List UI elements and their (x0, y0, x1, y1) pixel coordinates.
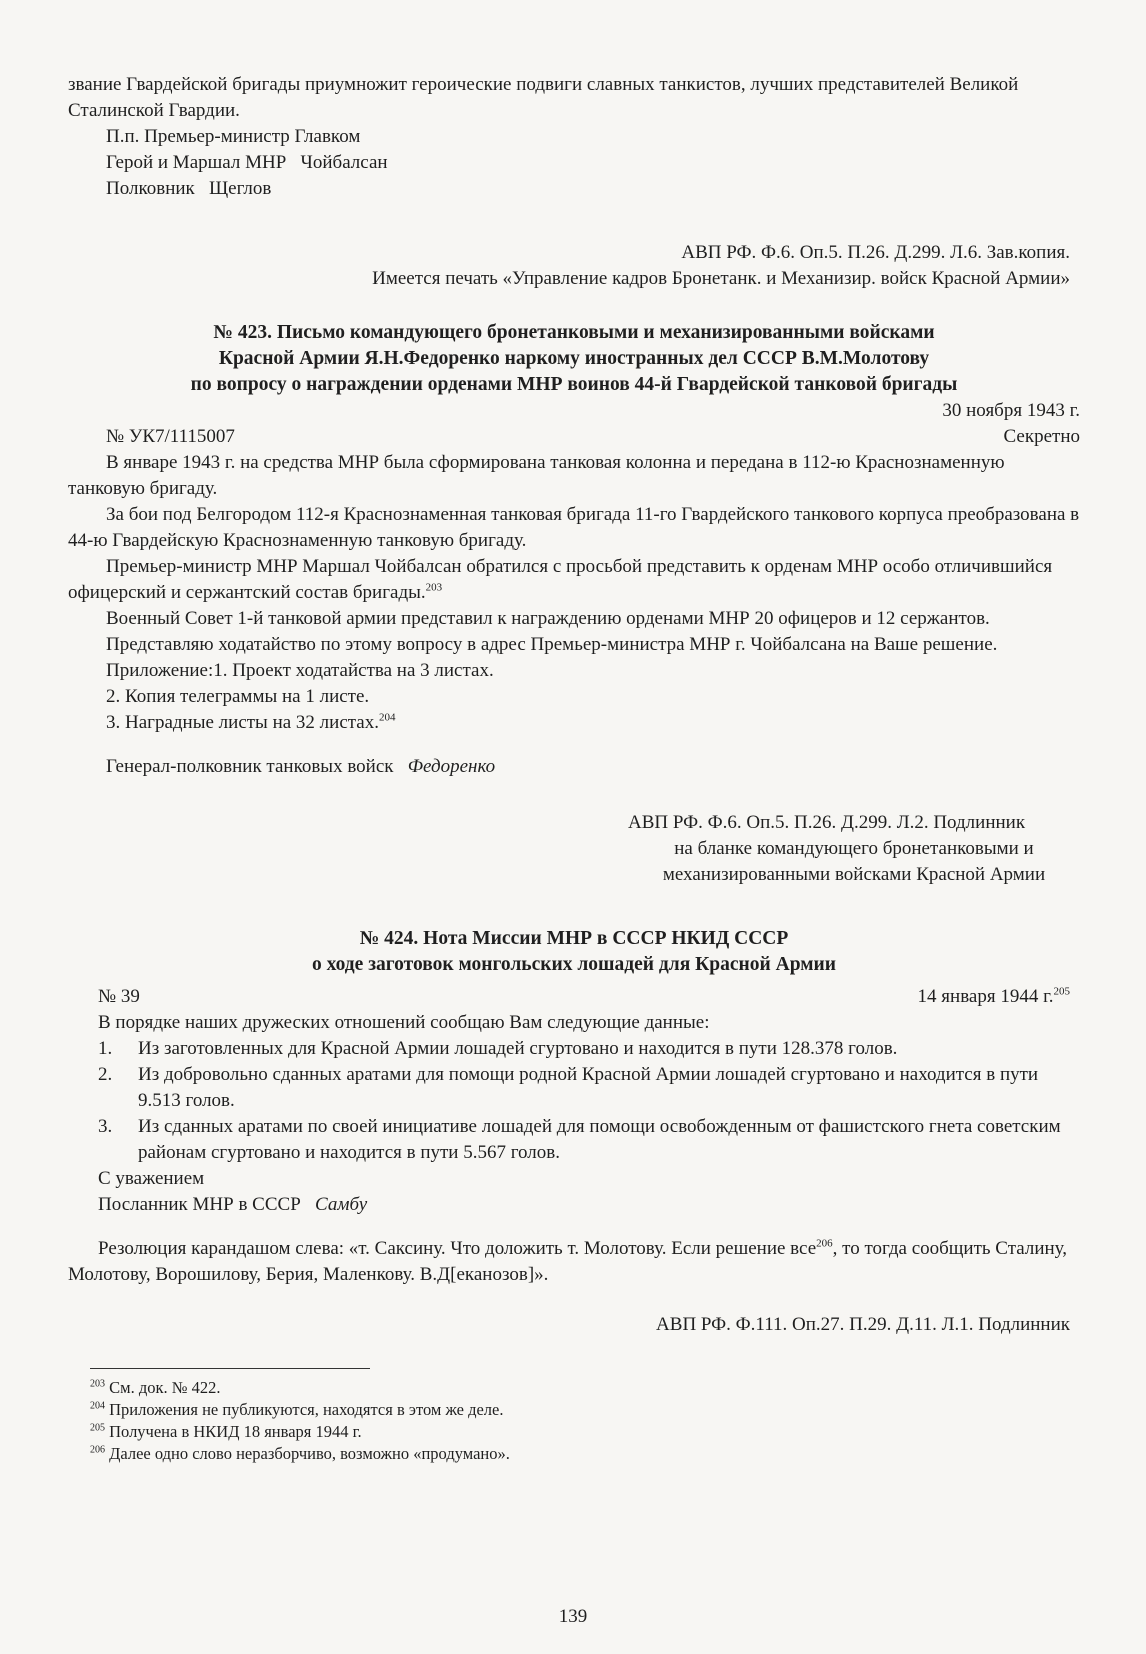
page-body (68, 72, 1080, 1465)
doc-424-intro: В порядке наших дружеских отношений сообщаю Вам следующие данные: (98, 1012, 710, 1033)
list-item-text: Из сданных аратами по своей инициативе лошадей для помощи освобожденным от фашистского гнета советским районам сгуртовано и находится в пути 5.567 голов. (138, 1116, 1061, 1163)
doc-424-resolution-text-b: , то тогда сообщить Сталину, Молотову, Ворошилову, Берия, Маленкову. В.Д[еканозов]». (68, 1238, 1068, 1285)
footnote-number: 204 (90, 1400, 105, 1412)
footnote-number: 203 (90, 1378, 105, 1390)
doc-423-paragraph-1: В январе 1943 г. на средства МНР была сформирована танковая колонна и передана в 112-ю Краснознаменную танковую бригаду. (68, 452, 1005, 499)
doc-423-paragraph-4: Военный Совет 1-й танковой армии представил к награждению орденами МНР 20 офицеров и 12 сержантов. (106, 608, 990, 629)
archive-seal-note: Имеется печать «Управление кадров Бронетанк. и Механизир. войск Красной Армии» (372, 268, 1070, 289)
list-item (68, 1062, 1080, 1114)
footnote-text: Приложения не публикуются, находятся в этом же деле. (109, 1400, 504, 1419)
footnote-number: 205 (90, 1422, 105, 1434)
continuation-paragraph: звание Гвардейской бригады приумножит героические подвиги славных танкистов, лучших представителей Великой Сталинской Гвардии. (68, 74, 1019, 121)
list-item-number: 3. (98, 1116, 113, 1137)
doc-423-signature-rank: Генерал-полковник танковых войск (106, 756, 394, 777)
doc-423-archive-line-2: на бланке командующего бронетанковыми и (674, 838, 1034, 859)
list-item (68, 1114, 1080, 1166)
doc-424-signature-name: Самбу (315, 1194, 368, 1215)
signature-line-3: Полковник Щеглов (106, 178, 272, 199)
list-item-text: Из заготовленных для Красной Армии лошадей сгуртовано и находится в пути 128.378 голов. (138, 1038, 898, 1059)
list-item-number: 2. (98, 1064, 113, 1085)
doc-423-archive-line-3: механизированными войсками Красной Армии (662, 864, 1046, 885)
doc-424-title-line-1: № 424. Нота Миссии МНР в СССР НКИД СССР (359, 928, 789, 949)
doc-424-list (68, 1036, 1080, 1166)
footnote (68, 1421, 1080, 1443)
doc-423-attachment-3 (68, 710, 1080, 736)
doc-423-title-line-1: № 423. Письмо командующего бронетанковыми и механизированными войсками (213, 322, 935, 343)
footnote-number: 206 (90, 1444, 105, 1456)
signature-line-2: Герой и Маршал МНР Чойбалсан (106, 152, 388, 173)
footnote-ref-204: 204 (378, 711, 396, 724)
doc-424-regards: С уважением (98, 1168, 205, 1189)
doc-424-number: № 39 (98, 986, 140, 1007)
doc-423-number: № УК7/1115007 (106, 426, 235, 447)
doc-423-archive (68, 810, 1080, 888)
doc-424-title-line-2: о ходе заготовок монгольских лошадей для Красной Армии (311, 954, 836, 975)
doc-423-title-line-3: по вопросу о награждении орденами МНР воинов 44-й Гвардейской танковой бригады (190, 374, 958, 395)
doc-423-title-line-2: Красной Армии Я.Н.Федоренко наркому иностранных дел СССР В.М.Молотову (218, 348, 930, 369)
doc-423-paragraph-5: Представляю ходатайство по этому вопросу в адрес Премьер-министра МНР г. Чойбалсана на Ваше решение. (106, 634, 998, 655)
list-item (68, 1036, 1080, 1062)
doc-424-resolution-text-a: Резолюция карандашом слева: «т. Саксину. Что доложить т. Молотову. Если решение все (98, 1238, 817, 1259)
doc-423-paragraph-2: За бои под Белгородом 112-я Краснознаменная танковая бригада 11-го Гвардейского танкового корпуса преобразована в 44-ю Гвардейскую Краснознаменную танковую бригаду. (68, 504, 1080, 551)
footnote (68, 1443, 1080, 1465)
doc-424-signature (68, 1192, 1080, 1218)
doc-424-resolution (68, 1236, 1080, 1288)
doc-424-date-text: 14 января 1944 г. (917, 986, 1054, 1007)
doc-423-date: 30 ноября 1943 г. (942, 400, 1080, 421)
list-item-number: 1. (98, 1038, 113, 1059)
doc-423-attachment-2: 2. Копия телеграммы на 1 листе. (106, 686, 370, 707)
doc-423-archive-line-1: АВП РФ. Ф.6. Оп.5. П.26. Д.299. Л.2. Подлинник (628, 812, 1026, 833)
archive-ref: АВП РФ. Ф.6. Оп.5. П.26. Д.299. Л.6. Зав.копия. (681, 242, 1070, 263)
list-item-text: Из добровольно сданных аратами для помощи родной Красной Армии лошадей сгуртовано и находится в пути 9.513 голов. (138, 1064, 1039, 1111)
footnote-text: Получена в НКИД 18 января 1944 г. (109, 1422, 362, 1441)
footnote-ref-203: 203 (425, 581, 443, 594)
footnote-text: См. док. № 422. (109, 1378, 221, 1397)
footnote (68, 1399, 1080, 1421)
footnote-text: Далее одно слово неразборчиво, возможно «продумано». (109, 1444, 510, 1463)
doc-424-archive: АВП РФ. Ф.111. Оп.27. П.29. Д.11. Л.1. Подлинник (656, 1314, 1070, 1335)
footnote (68, 1377, 1080, 1399)
doc-423-signature (68, 754, 1080, 780)
signature-line-1: П.п. Премьер-министр Главком (106, 126, 361, 147)
page-number: 139 (558, 1606, 588, 1627)
footnote-ref-206: 206 (816, 1237, 833, 1250)
doc-423-attachment-1: Приложение:1. Проект ходатайства на 3 листах. (106, 660, 494, 681)
doc-423-attachment-3-text: 3. Наградные листы на 32 листах. (106, 712, 379, 733)
doc-424-date (918, 970, 1080, 1010)
doc-423-signature-name: Федоренко (407, 756, 496, 777)
footnote-divider (90, 1368, 370, 1369)
doc-423-heading (68, 320, 1080, 398)
doc-423-secret-mark: Секретно (1003, 426, 1080, 447)
footnotes (68, 1377, 1080, 1465)
doc-423-paragraph-3-text: Премьер-министр МНР Маршал Чойбалсан обратился с просьбой представить к орденам МНР особо отличившийся офицерский и сержантский состав бригады. (68, 556, 1053, 603)
doc-424-signature-rank: Посланник МНР в СССР (98, 1194, 301, 1215)
footnote-ref-205: 205 (1053, 985, 1070, 998)
doc-423-paragraph-3 (68, 554, 1080, 606)
doc-423-meta (68, 424, 1080, 450)
